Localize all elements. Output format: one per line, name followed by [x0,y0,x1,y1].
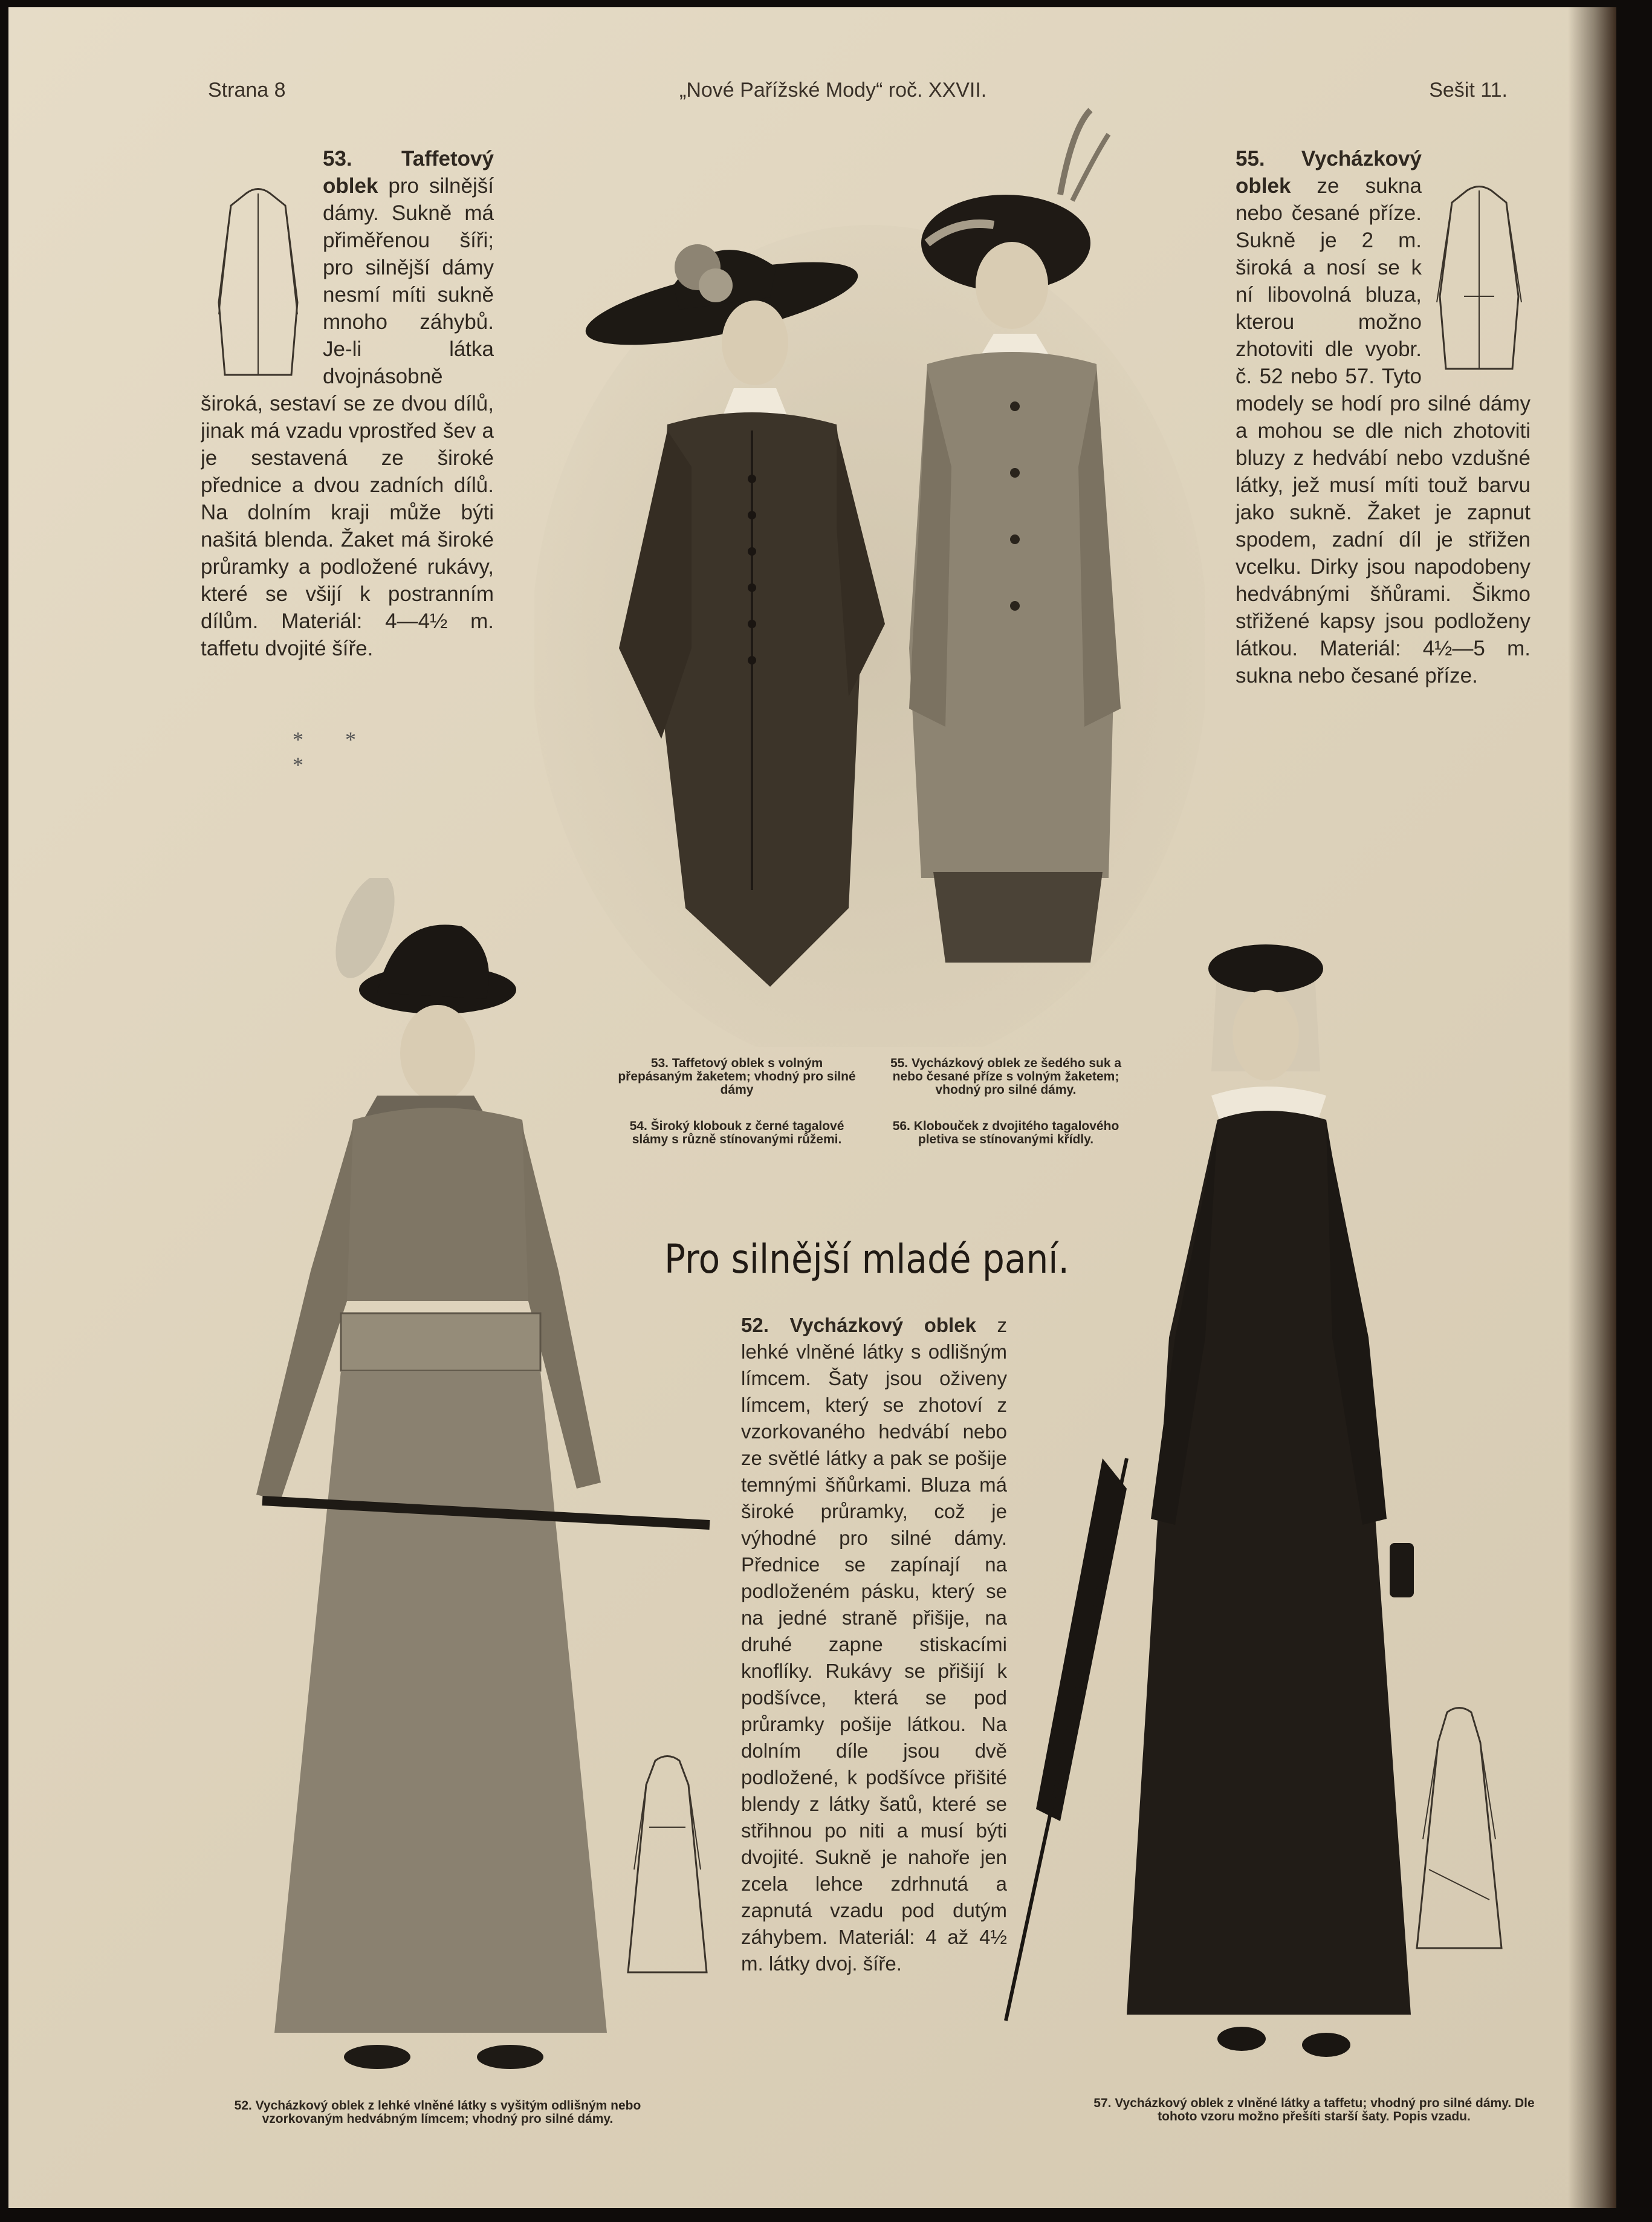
caption-53: 53. Taffetový oblek s volným přepásaným žaketem; vhodný pro silné dámy [618,1056,856,1097]
issue-number: Sešit 11. [1429,79,1508,102]
article-52 [741,1312,1007,2159]
back-view-sketch-55 [1428,181,1531,381]
caption-57: 57. Vycházkový oblek z vlněné látky a taffetu; vhodný pro silné dámy. Dle tohoto vzoru možno přešíti starší šaty. Popis vzadu. [1093,2096,1535,2123]
back-view-sketch-52 [622,1749,713,1978]
magazine-page [8,7,1616,2208]
article-55-body: ze sukna nebo česané příze. Sukně je 2 m. široká a nosí se k ní libovolná bluza, kterou možno zhotoviti dle vyobr. č. 52 nebo 57. Tyto modely se hodí pro silné dámy a mohou se dle nich zhotoviti bluzy z hedvábí nebo vzdušné látky, jež musí míti touž barvu jako sukně. Žaket je zapnut spodem, zadní díl je střižen vcelku. Dirky jsou napodobeny hedvábnými šňůrami. Šikmo střižené kapsy jsou podloženy látkou. Materiál: 4½—5 m. sukna nebo česané příze. [1236,174,1531,687]
article-55-title: 55. Vycházkový oblek [1236,147,1422,198]
article-53 [201,145,494,720]
back-view-sketch-53 [201,181,316,387]
caption-54: 54. Široký klobouk z černé tagalové slámy s různě stínovanými růžemi. [629,1119,844,1146]
article-53-body: pro silnější dámy. Sukně má přiměřenou šíři; pro silnější dámy nesmí míti sukně mnoho záhybů. Je-li látka dvojnásobně široká, sestaví se ze dvou dílů, jinak má vzadu vprostřed šev a je sestavená ze široké přednice a dvou zadních dílů. Na dolním kraji může býti našitá blenda. Žaket má široké průramky a podložené rukávy, které se všijí k postranním dílům. Materiál: 4—4½ m. taffetu dvojité šíře. [201,174,494,660]
page-number: Strana 8 [208,79,286,102]
article-52-body: z lehké vlněné látky s odlišným límcem. Šaty jsou oživeny límcem, který se zhotoví z vzorkovaného hedvábí nebo ze světlé látky a pak se pošije temnými šňůrkami. Bluza má široké průramky, což je výhodné pro silné dámy. Přednice se zapínají na podloženém pásku, který se na jedné straně přišije, na druhé zapne stiskacími knoflíky. Rukávy se přišijí k podšívce, která se pod průramky pošije látkou. Na dolním díle jsou dvě podložené, k podšívce přišité blendy z látky šatů, které se střihnou po niti a musí býti dvojité. Sukně je nahoře jen zcela lehce zdrhnutá a zapnutá vzadu pod dutým záhybem. Materiál: 4 až 4½ m. látky dvoj. šíře. [741,1314,1007,1975]
article-52-title: 52. Vycházkový oblek [741,1314,976,1336]
article-53-title: 53. Taffetový oblek [323,147,494,198]
caption-52: 52. Vycházkový oblek z lehké vlněné látky s vyšitým odlišným nebo vzorkovaným hedvábným límcem; vhodný pro silné dámy. [234,2099,641,2126]
book-spine-shadow [1568,7,1616,2208]
caption-56: 56. Klobouček z dvojitého tagalového pletiva se stínovanými křídly. [892,1119,1119,1146]
caption-55: 55. Vycházkový oblek ze šedého suk a nebo česané příze s volným žaketem; vhodný pro silné dámy. [890,1056,1122,1097]
article-55 [1236,145,1531,774]
magazine-title: „Nové Pařížské Mody“ roč. XXVII. [679,79,987,102]
section-heading: Pro silnější mladé paní. [664,1236,1069,1282]
back-view-sketch-57 [1411,1700,1508,1954]
section-divider-stars: * * * [293,727,374,777]
